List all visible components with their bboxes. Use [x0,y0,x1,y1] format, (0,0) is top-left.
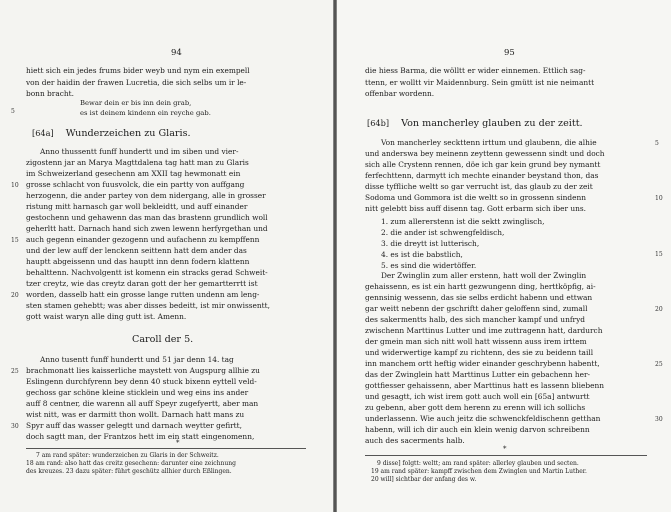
text-line: disse tyffliche weltt so gar verrucht ist, das glaub zu der zeit [365,182,593,191]
list-item: 3. die dreytt ist lutterisch, [381,239,480,248]
text-line: gott waist waryn alle ding gutt ist. Amenn. [26,312,187,321]
verse-line: es ist deinem kindenn ein reyche gab. [80,109,211,117]
list-item: 5. es sind die widertöffer. [381,261,477,270]
text-line: behalttenn. Nachvolgentt ist komenn ein stracks gerad Schweit- [26,268,268,277]
text-line: gar weitt nebenn der gschriftt daher geloffenn sind, zumall [365,304,588,313]
left-page [0,0,333,512]
text-line: Der Zwinglin zum aller erstenn, hatt woll der Zwinglin [381,271,587,280]
line-number: 30 [11,423,19,430]
text-line: Anno tusentt funff hundertt und 51 jar denn 14. tag [40,355,234,364]
list-item: 2. die ander ist schwengfeldisch, [381,228,505,237]
footnote: 18 am rand: also hatt das creitz gesechenn: darunter eine zeichnung [26,460,236,467]
text-line: hauptt abgeissenn und das hauptt inn denn fodern klattenn [26,257,250,266]
text-line: herzogenn, die ander partey von dem nidergang, alle in grosser [26,191,266,200]
text-line: auch gegenn einander gezogenn und aufachenn zu kempffenn [26,235,260,244]
text-line: und anderswa bey meinenn zeyttenn gewessenn sindt und doch [365,149,605,158]
text-line: gehaissenn, es ist ein hartt gezwungenn ding, herttköpfig, ai- [365,282,596,291]
section-title: Von mancherley glauben zu der zeitt. [401,118,583,129]
text-line: im Schweizerland gesechenn am XXII tag hewmonatt ein [26,169,241,178]
text-line: tzer creytz, wie das creytz daran gott der her gemartterrtt ist [26,279,258,288]
line-number: 30 [655,416,663,423]
footnote: 20 will] sichtbar der anfang des w. [371,476,477,483]
section-heading [367,118,583,129]
text-line: Sodoma und Gommora ist die weltt so in grossenn sindenn [365,193,586,202]
text-line: Anno thussentt funff hundertt und im siben und vier- [40,147,239,156]
footnote: 9 disse] folgtt: weltt; am rand später: allerley glauben und secten. [377,460,579,467]
end-star: * [176,439,180,447]
line-number: 25 [11,368,19,375]
folio-tag: [64b] [367,118,390,128]
text-line: ristung mitt harnasch gar woll bekleidtt, und auff einander [26,202,248,211]
list-item: 4. es ist die babstlich, [381,250,463,259]
text-line: gottfiesser gehaissenn, aber Marttinus hatt es lassenn bliebenn [365,381,604,390]
section-title: Wunderzeichen zu Glaris. [65,128,191,139]
line-number: 20 [11,292,19,299]
text-line: und gesagtt, ich wist irem gott auch woll ein [65a] antwurtt [365,392,590,401]
text-line: offenbar wordenn. [365,89,435,98]
folio-tag: [64a] [32,128,54,138]
line-number: 25 [655,361,663,368]
text-line: zwischenn Marttinus Lutter und ime zuttragenn hatt, dardurch [365,326,603,335]
right-page [337,0,671,512]
text-line: nitt gelebtt biss auff disenn tag. Gott erbarm sich iber uns. [365,204,587,213]
text-line: grosse schlacht von fuusvolck, die ein partty von auffgang [26,180,245,189]
text-line: ferfechttenn, darmytt ich mechte einander beystand thon, das [365,171,599,180]
text-line: zu gebenn, aber gott dem herenn zu erenn will ich sollichs [365,403,586,412]
section-heading [32,128,191,139]
text-line: das der Zwinglein hatt Marttinus Lutter ein gebachenn her- [365,370,590,379]
text-line: bonn bracht. [26,89,74,98]
text-line: worden, dasselb hatt ein grosse lange rutten undenn am leng- [26,290,260,299]
end-star: * [503,445,507,453]
verse-line: Bewar dein er bis inn dein grab, [80,99,192,107]
text-line: gennsinig wessenn, das sie selbs erdicht habenn und ettwan [365,293,593,302]
line-number: 10 [655,195,663,202]
text-line: Spyr auff das wasser gelegtt und darnach weytter gefirtt, [26,421,242,430]
text-line: doch sagtt man, der Frantzos hett im ein statt eingenomenn, [26,432,255,441]
text-line: zigostenn jar an Marya Magttdalena tag hatt man zu Glaris [26,158,249,167]
page-number: 94 [171,48,182,58]
line-number: 20 [655,306,663,313]
footnote-rule [365,455,647,456]
text-line: geherltt hatt. Darnach hand sich zwen lewenn herfyrgethan und [26,224,268,233]
text-line: gestochenn und gehawenn das man das brastenn grundlich woll [26,213,268,222]
text-line: Von mancherley seckttenn irttum und glaubenn, die alhie [381,138,597,147]
text-line: inn manchem ortt heftig wider einander geschrybenn habentt, [365,359,600,368]
line-number: 10 [11,182,19,189]
text-line: auff 8 centner, die warenn all auff Speyr zugefyertt, aber man [26,399,259,408]
footnote: des kreuzes. 23 dazu später: führt geschütz allhier durch Eßlingen. [26,468,232,475]
text-line: gechoss gar schöne kleine sticklein und weg eins ins ander [26,388,249,397]
text-line: sich alle Crystenn rennen, döe ich gar kein grund bey nymantt [365,160,601,169]
page-number: 95 [504,48,515,58]
text-line: habenn, will ich dir auch ein klein wenig darvon schreibenn [365,425,590,434]
line-number: 5 [11,108,15,115]
text-line: wist nitt, was er darmitt thon wollt. Darnach hatt mans zu [26,410,245,419]
text-line: die hiess Barma, die wölltt er wider einnemen. Ettlich sag- [365,66,586,75]
line-number: 15 [655,251,663,258]
section-title: Caroll der 5. [132,334,194,345]
text-line: von der haidin der frawen Lucretia, die sich selbs um ir le- [26,78,247,87]
text-line: Eslingenn durchfyrenn bey denn 40 stuck bixenn eyttell veld- [26,377,257,386]
footnote-rule [26,448,306,449]
text-line: auch des sacerments halb. [365,436,465,445]
footnote: 19 am rand später: kampff zwischen dem Zwinglen und Martin Luther. [371,468,587,475]
text-line: hiett sich ein jedes frums bider weyb und nym ein exempell [26,66,250,75]
footnote: 7 am rand später: wunderzeichen zu Glaris in der Schweitz. [36,452,219,459]
text-line: und widerwertige kampf zu richtenn, des sie zu beidenn taill [365,348,594,357]
text-line: underlassenn. Wie auch jeitz die schwenckfeldischenn getthan [365,414,601,423]
list-item: 1. zum allererstenn ist die sektt zwinglisch, [381,217,545,226]
line-number: 5 [655,140,659,147]
text-line: ttenn, er wolltt vir Maidennburg. Sein gmütt ist nie neimantt [365,78,595,87]
text-line: brachmonatt lies kaisserliche maystett von Augspurg allhie zu [26,366,260,375]
text-line: des sakermentts halb, des sich mancher kampf und unfryd [365,315,585,324]
text-line: sten stamen gehebtt; was aber disses bedeitt, ist mir onwissentt, [26,301,270,310]
text-line: und der lew auff der lenckenn seittenn hatt dem ander das [26,246,247,255]
line-number: 15 [11,237,19,244]
text-line: der gmein man sich nitt woll hatt wissenn auss irem irttem [365,337,587,346]
